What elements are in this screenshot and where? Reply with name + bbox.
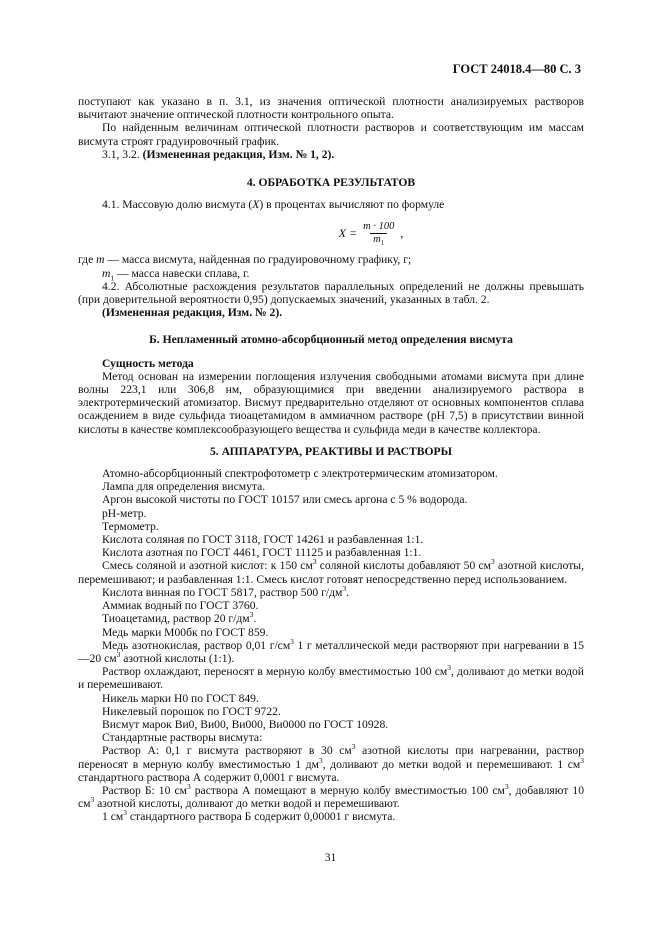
nickel: Никель марки Н0 по ГОСТ 849. [102,691,259,705]
copper-nitrate: Медь азотнокислая, раствор 0,01 $г/см^3$ 1 г металлической меди растворяют при нагревании в 15—20 $см^3$ азотной кислоты (1:1). [78,636,584,665]
formula [158,216,584,250]
intro-paragraph-2: По найденным величинам оптической плотности растворов и соответствующим им массам висмута строят градуировочный график. [78,121,584,148]
clause-ref: 3.1, 3.2. [102,147,140,161]
bismuth: Висмут марок Ви0, Ви00, Ви000, Ви0000 по ГОСТ 10928. [102,717,389,731]
clause-4-2: 4.2. Абсолютные расхождения результатов параллельных определений не должны превышать (при доверительной вероятности 0,95) допускаемых значений, указанных в табл. 2. [78,279,584,307]
list-item: Кислота азотная по ГОСТ 4461, ГОСТ 11125 и разбавленная 1:1. [102,546,422,560]
cooling-step: Раствор охлаждают, переносят в мерную колбу вместимостью 100 $см^3$, доливают до метки водой и перемешивают. [78,663,584,692]
formula-comma: , [400,225,404,240]
list-item: Термометр. [102,519,159,533]
solution-b-concentration: 1 $см^3$ стандартного раствора Б содержит 0,00001 г висмута. [102,808,396,824]
page-body [78,95,584,824]
var-x: X [252,198,260,212]
where-m1: $m_1$ — масса навески сплава, г. [102,266,250,282]
nickel-powder: Никелевый порошок по ГОСТ 9722. [102,704,281,718]
amendment-text: (Измененная редакция, Изм. № 1, 2). [142,147,335,161]
ammonia: Аммиак водный по ГОСТ 3760. [102,599,259,613]
intro-paragraph-1: поступают как указано в п. 3.1, из значения оптической плотности анализируемых растворов вычитают значение оптической плотности контрольного опыта. [78,95,584,122]
clause-4-1: 4.1. Массовую долю висмута (X) в процентах вычисляют по формуле [102,198,445,212]
running-header: ГОСТ 24018.4—80 С. 3 [452,62,581,76]
amendment-note-3 [78,148,584,161]
standard-solutions: Стандартные растворы висмута: [102,731,263,745]
copper: Медь марки М00бк по ГОСТ 859. [102,625,269,639]
formula-fraction [360,221,397,246]
solution-b: Раствор Б: 10 $см^3$ раствора А помещают в мерную колбу вместимостью 100 $см^3$, добавляют 10 $см^3$ азотной кислоты, доливают до метки водой и перемешивают. [78,782,584,811]
section-5-title: 5. АППАРАТУРА, РЕАКТИВЫ И РАСТВОРЫ [209,444,453,458]
list-item: Атомно-абсорбционный спектрофотометр с электротермическим атомизатором. [102,467,498,481]
method-essence-text: Метод основан на измерении поглощения излучения свободными атомами висмута при длине волны 223,1 или 306,8 нм, образующимися при введении анализируемого раствора в электротермический атомизатор. Висмут предварительно отделяют от основных компонентов сплава осаждением в виде сульфида тиоацетамидом в аммиачном растворе (pH 7,5) в присутствии винной кислоты в качестве комплексообразующего вещества и сульфида меди в качестве коллектора. [78,369,584,436]
tartaric-acid: Кислота винная по ГОСТ 5817, раствор 500 $г/дм^3$. [102,584,349,599]
section-b-title: Б. Непламенный атомно-абсорбционный метод определения висмута [149,333,513,347]
amendment-note-4-2: (Измененная редакция, Изм. № 2). [102,306,283,320]
formula-lhs: X = [338,225,358,240]
method-essence-title: Сущность метода [102,356,194,370]
list-item: Кислота соляная по ГОСТ 3118, ГОСТ 14261 и разбавленная 1:1. [102,533,424,547]
list-item: Лампа для определения висмута. [102,480,266,494]
formula-denominator: $m_1$ [370,233,387,246]
list-item: Аргон высокой чистоты по ГОСТ 10157 или смесь аргона с 5 % водорода. [102,493,468,507]
solution-a: Раствор А: 0,1 г висмута растворяют в 30 $см^3$ азотной кислоты при нагревании, раствор переносят в мерную колбу вместимостью 1 $дм^3$, доливают до метки водой и перемешивают. 1 $см^3$ стандартного раствора А содержит 0,0001 г висмута. [78,742,584,784]
acid-mixture: Смесь соляной и азотной кислот: к 150 $см^3$ соляной кислоты добавляют 50 $см^3$ азотной кислоты, перемешивают; и разбавленная 1:1. Смесь кислот готовят непосредственно перед использованием. [78,557,584,586]
page-number: 31 [324,851,337,864]
section-4-title: 4. ОБРАБОТКА РЕЗУЛЬТАТОВ [246,176,416,190]
list-item: pH-метр. [102,506,147,520]
where-m: где m — масса висмута, найденная по градуировочному графику, г; [78,253,412,267]
thioacetamide: Тиоацетамид, раствор 20 $г/дм^3$. [102,610,257,626]
formula-numerator: m · 100 [363,220,395,232]
